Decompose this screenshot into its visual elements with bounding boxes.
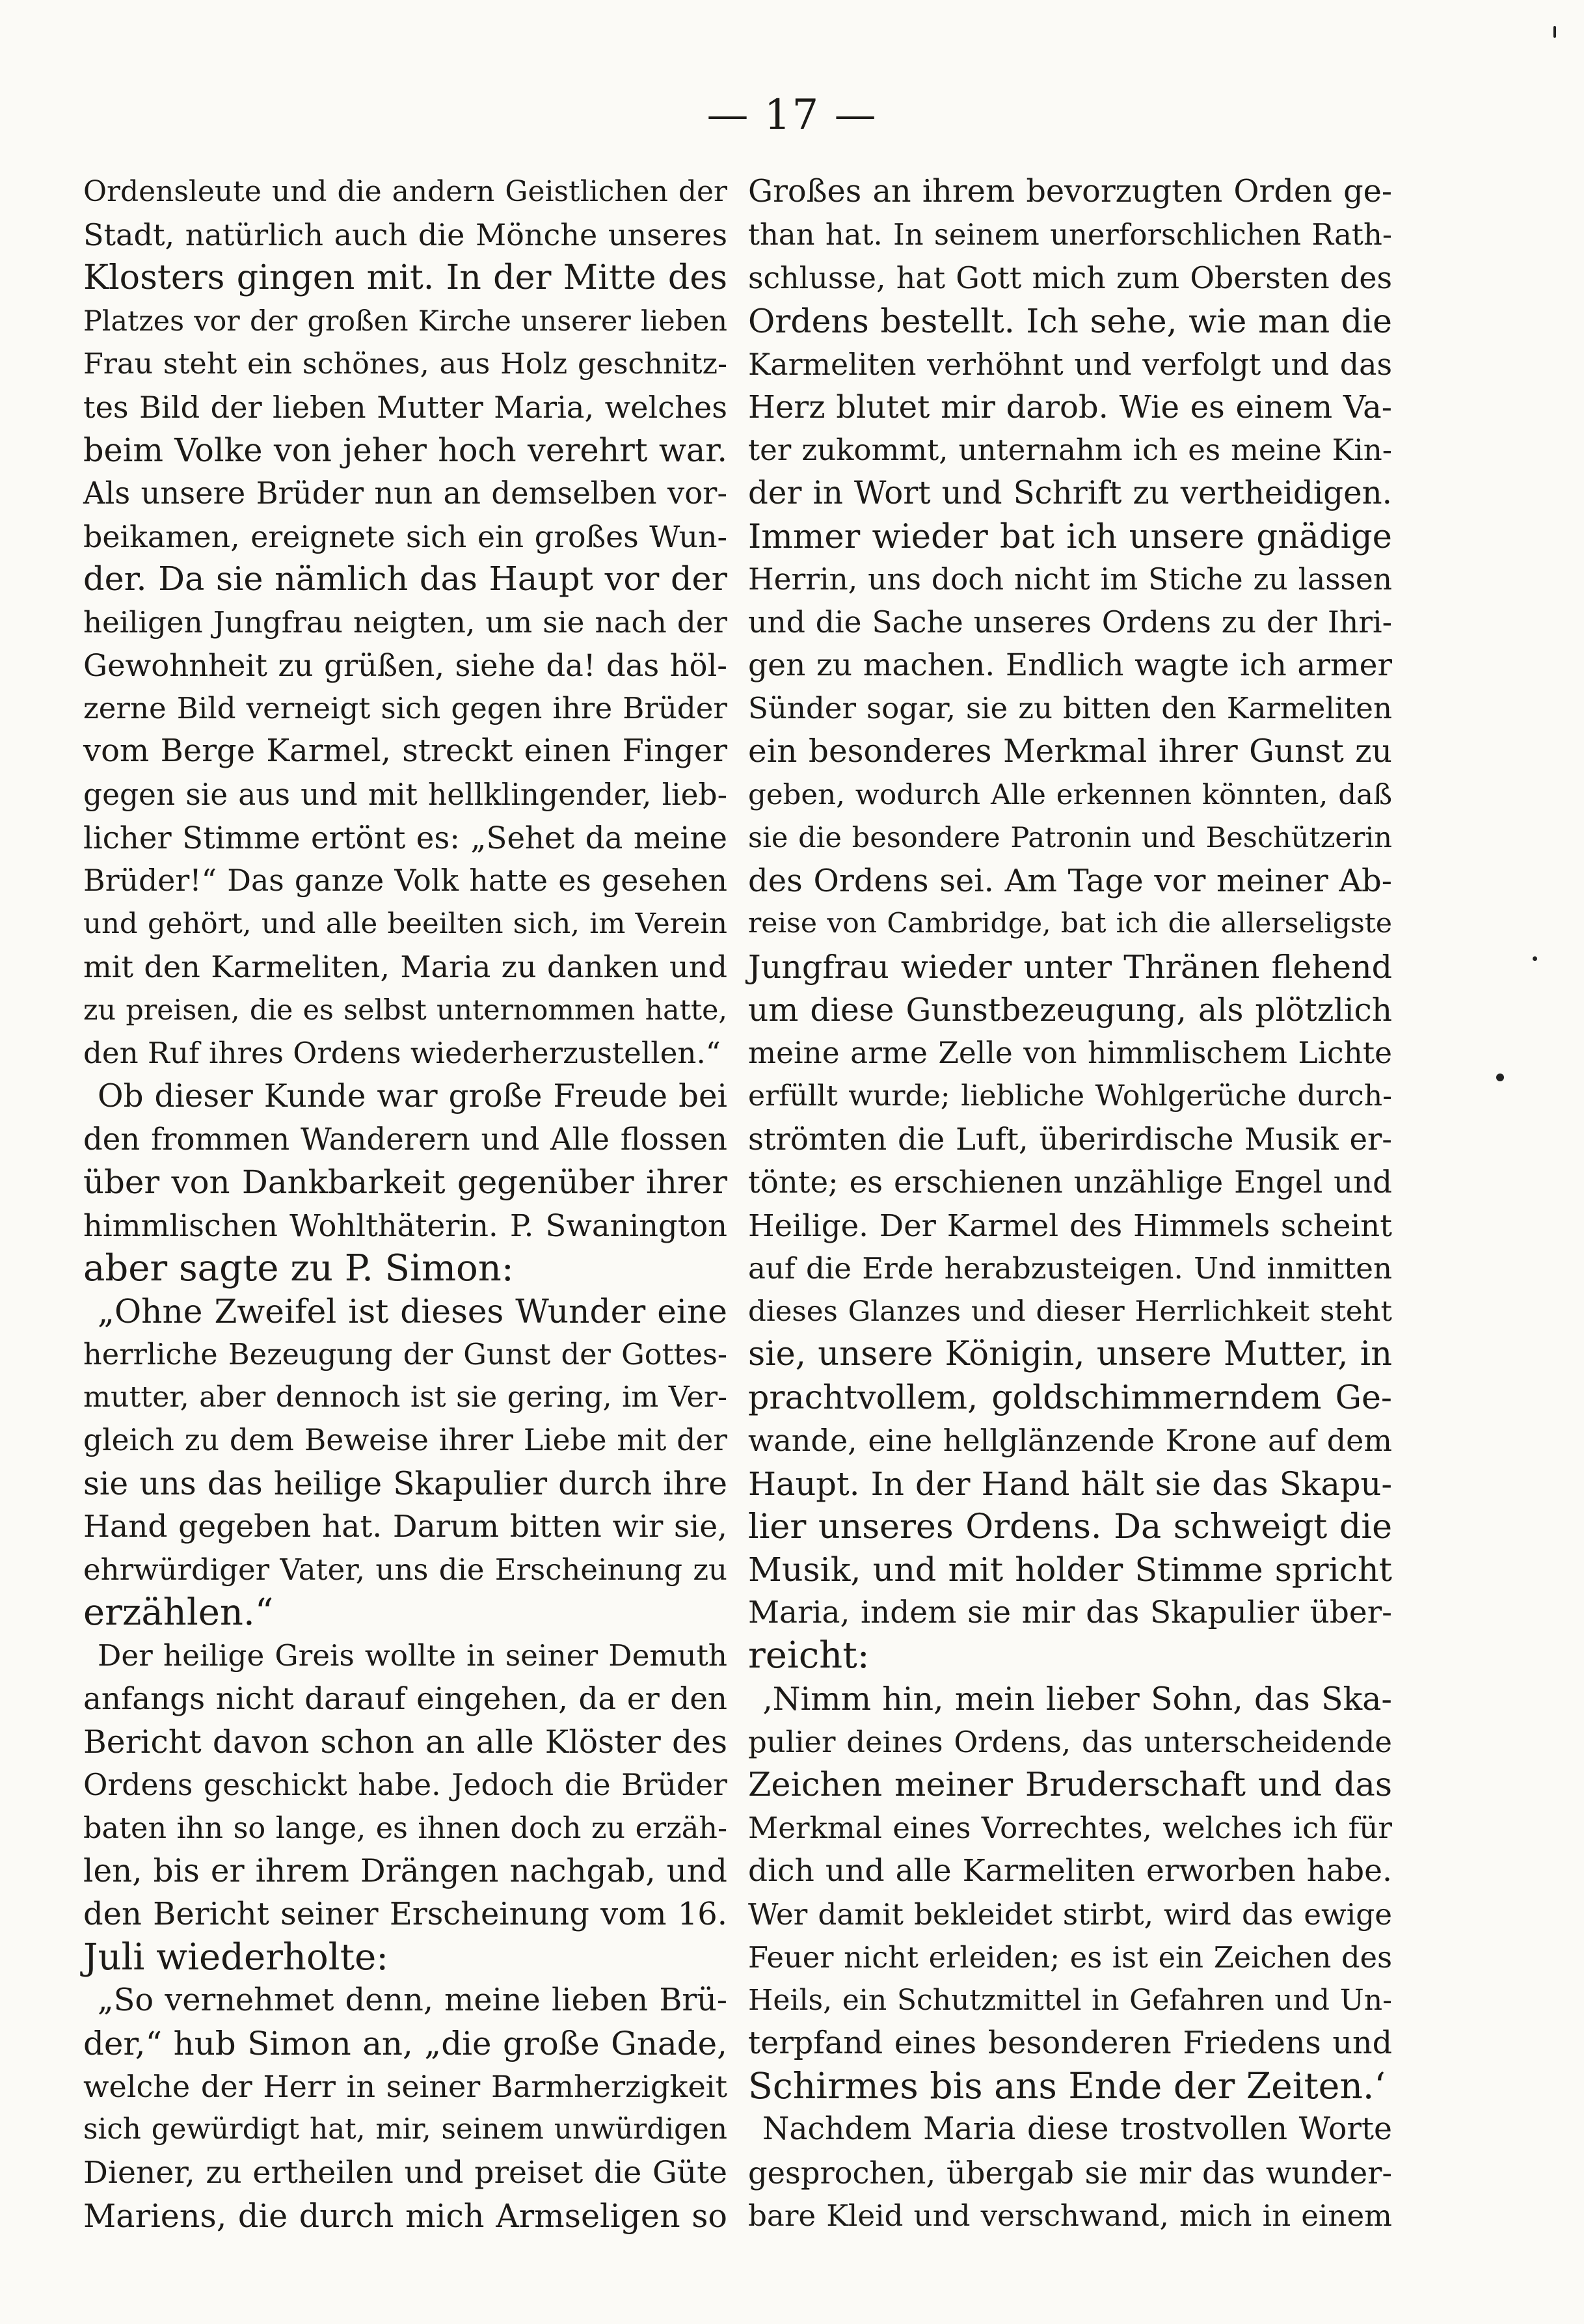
text-line: Brüder!“ Das ganze Volk hatte es gesehen (83, 863, 727, 898)
text-line: reise von Cambridge, bat ich die allerseligste (748, 908, 1392, 940)
scan-speck (1553, 26, 1556, 38)
text-line: ter zukommt, unternahm ich es meine Kin- (748, 433, 1392, 468)
text-line: Frau steht ein schönes, aus Holz geschnitz- (83, 347, 727, 381)
text-line: meine arme Zelle von himmlischem Lichte (748, 1035, 1392, 1070)
text-line: Ordensleute und die andern Geistlichen der (83, 175, 727, 208)
text-line: ein besonderes Merkmal ihrer Gunst zu (748, 733, 1392, 770)
text-line: des Ordens sei. Am Tage vor meiner Ab- (748, 863, 1392, 899)
text-line: Bericht davon schon an alle Klöster des (83, 1723, 727, 1761)
text-line: Stadt, natürlich auch die Mönche unseres (83, 217, 727, 253)
text-line: und gehört, und alle beeilten sich, im Verein (83, 908, 727, 941)
text-line: Heils, ein Schutzmittel in Gefahren und Un- (748, 1983, 1392, 2017)
text-line: erzählen.“ (83, 1591, 274, 1634)
text-line: Juli wiederholte: (83, 1936, 389, 1979)
text-line: Hand gegeben hat. Darum bitten wir sie, (83, 1508, 727, 1545)
left-text-column (83, 170, 727, 2237)
text-line: gesprochen, übergab sie mir das wunder- (748, 2155, 1392, 2191)
text-line: ehrwürdiger Vater, uns die Erscheinung zu (83, 1552, 727, 1587)
text-line: Wer damit bekleidet stirbt, wird das ewige (748, 1897, 1392, 1932)
text-line: sie die besondere Patronin und Beschützerin (748, 821, 1392, 854)
text-line: himmlischen Wohlthäterin. P. Swanington (83, 1208, 727, 1243)
text-line: „Ohne Zweifel ist dieses Wunder eine (98, 1291, 727, 1331)
text-line: um diese Gunstbezeugung, als plötzlich (748, 992, 1392, 1029)
text-line: vom Berge Karmel, streckt einen Finger (83, 733, 727, 770)
text-line: Haupt. In der Hand hält sie das Skapu- (748, 1465, 1392, 1503)
text-line: Großes an ihrem bevorzugten Orden ge- (748, 174, 1392, 209)
text-line: herrliche Bezeugung der Gunst der Gottes- (83, 1338, 727, 1372)
text-line: Zeichen meiner Bruderschaft und das (748, 1765, 1392, 1804)
text-line: beikamen, ereignete sich ein großes Wun- (83, 519, 727, 554)
text-line: Immer wieder bat ich unsere gnädige (748, 517, 1392, 556)
text-line: Herz blutet mir darob. Wie es einem Va- (748, 388, 1392, 426)
text-line: tes Bild der lieben Mutter Maria, welches (83, 389, 727, 425)
text-line: sie uns das heilige Skapulier durch ihre (83, 1465, 727, 1502)
text-line: der in Wort und Schrift zu vertheidigen. (748, 475, 1392, 512)
text-line: Karmeliten verhöhnt und verfolgt und das (748, 346, 1392, 382)
text-line: Herrin, uns doch nicht im Stiche zu lassen (748, 561, 1392, 597)
text-line: den Ruf ihres Ordens wiederherzustellen.“ (83, 1035, 721, 1070)
text-line: dieses Glanzes und dieser Herrlichkeit steht (748, 1295, 1392, 1328)
text-line: der,“ hub Simon an, „die große Gnade, (83, 2025, 727, 2063)
text-line: Musik, und mit holder Stimme spricht (748, 1550, 1392, 1589)
text-line: terpfand eines besonderen Friedens und (748, 2025, 1392, 2062)
text-line: und die Sache unseres Ordens zu der Ihri- (748, 604, 1392, 640)
text-line: Ordens geschickt habe. Jedoch die Brüder (83, 1767, 727, 1802)
text-line: wande, eine hellglänzende Krone auf dem (748, 1423, 1392, 1459)
text-line: gegen sie aus und mit hellklingender, lieb- (83, 777, 727, 812)
text-line: den Bericht seiner Erscheinung vom 16. (83, 1896, 727, 1932)
text-line: dich und alle Karmeliten erworben habe. (748, 1853, 1392, 1889)
text-line: auf die Erde herabzusteigen. Und inmitten (748, 1250, 1392, 1286)
text-line: mit den Karmeliten, Maria zu danken und (83, 949, 727, 985)
text-line: sich gewürdigt hat, mir, seinem unwürdigen (83, 2113, 727, 2146)
text-line: beim Volke von jeher hoch verehrt war. (83, 431, 727, 470)
text-line: mutter, aber dennoch ist sie gering, im Ver- (83, 1381, 727, 1414)
text-line: aber sagte zu P. Simon: (83, 1247, 514, 1290)
text-line: „So vernehmet denn, meine lieben Brü- (98, 1982, 727, 2018)
text-line: Klosters gingen mit. In der Mitte des (83, 258, 727, 298)
text-line: anfangs nicht darauf eingehen, da er den (83, 1681, 727, 1717)
text-line: Sünder sogar, sie zu bitten den Karmeliten (748, 691, 1392, 726)
text-line: Ordens bestellt. Ich sehe, wie man die (748, 301, 1392, 340)
text-line: Feuer nicht erleiden; es ist ein Zeichen des (748, 1940, 1392, 1975)
text-line: Nachdem Maria diese trostvollen Worte (762, 2111, 1392, 2148)
text-line: Gewohnheit zu grüßen, siehe da! das höl- (83, 648, 727, 684)
text-line: über von Dankbarkeit gegenüber ihrer (83, 1163, 727, 1202)
text-line: gleich zu dem Beweise ihrer Liebe mit der (83, 1423, 727, 1458)
page-number: — 17 — (706, 91, 878, 139)
text-line: heiligen Jungfrau neigten, um sie nach der (83, 604, 727, 640)
text-line: geben, wodurch Alle erkennen könnten, daß (748, 778, 1392, 811)
text-line: Der heilige Greis wollte in seiner Demuth (98, 1638, 727, 1673)
text-line: sie, unsere Königin, unsere Mutter, in (748, 1335, 1392, 1374)
text-line: zu preisen, die es selbst unternommen hatte, (83, 993, 727, 1027)
text-line: licher Stimme ertönt es: „Sehet da meine (83, 820, 727, 856)
text-line: bare Kleid und verschwand, mich in einem (748, 2198, 1392, 2233)
text-line: baten ihn so lange, es ihnen doch zu erzäh- (83, 1811, 727, 1846)
text-line: Ob dieser Kunde war große Freude bei (98, 1077, 727, 1115)
text-line: Als unsere Brüder nun an demselben vor- (83, 476, 727, 511)
text-line: lier unseres Ordens. Da schweigt die (748, 1507, 1392, 1547)
text-line: Jungfrau wieder unter Thränen flehend (748, 948, 1392, 986)
right-text-column (748, 170, 1392, 2237)
text-line: erfüllt wurde; liebliche Wohlgerüche durch- (748, 1079, 1392, 1113)
text-line: gen zu machen. Endlich wagte ich armer (748, 647, 1392, 684)
text-line: Merkmal eines Vorrechtes, welches ich für (748, 1811, 1392, 1846)
text-line: Heilige. Der Karmel des Himmels scheint (748, 1208, 1392, 1243)
text-line: than hat. In seinem unerforschlichen Rath- (748, 217, 1392, 252)
text-line: Platzes vor der großen Kirche unserer lieben (83, 304, 727, 338)
text-line: pulier deines Ordens, das unterscheidende (748, 1724, 1392, 1759)
text-line: reicht: (748, 1634, 870, 1677)
text-line: schlusse, hat Gott mich zum Obersten des (748, 260, 1392, 296)
text-line: len, bis er ihrem Drängen nachgab, und (83, 1853, 727, 1890)
text-line: tönte; es erschienen unzählige Engel und (748, 1165, 1392, 1200)
text-line: welche der Herr in seiner Barmherzigkeit (83, 2069, 727, 2105)
scan-speck (1533, 956, 1537, 961)
text-line: Schirmes bis ans Ende der Zeiten.‘ (748, 2066, 1386, 2108)
text-line: Diener, zu ertheilen und preiset die Güte (83, 2154, 727, 2191)
text-line: strömten die Luft, überirdische Musik er- (748, 1122, 1392, 1157)
text-line: den frommen Wanderern und Alle flossen (83, 1122, 727, 1157)
scan-speck (1496, 1074, 1504, 1081)
text-line: Maria, indem sie mir das Skapulier über- (748, 1595, 1392, 1631)
text-line: Mariens, die durch mich Armseligen so (83, 2196, 727, 2235)
text-line: der. Da sie nämlich das Haupt vor der (83, 560, 727, 599)
text-line: ‚Nimm hin, mein lieber Sohn, das Ska- (762, 1680, 1392, 1718)
text-line: prachtvollem, goldschimmerndem Ge- (748, 1378, 1392, 1417)
text-line: zerne Bild verneigt sich gegen ihre Brüder (83, 691, 727, 726)
